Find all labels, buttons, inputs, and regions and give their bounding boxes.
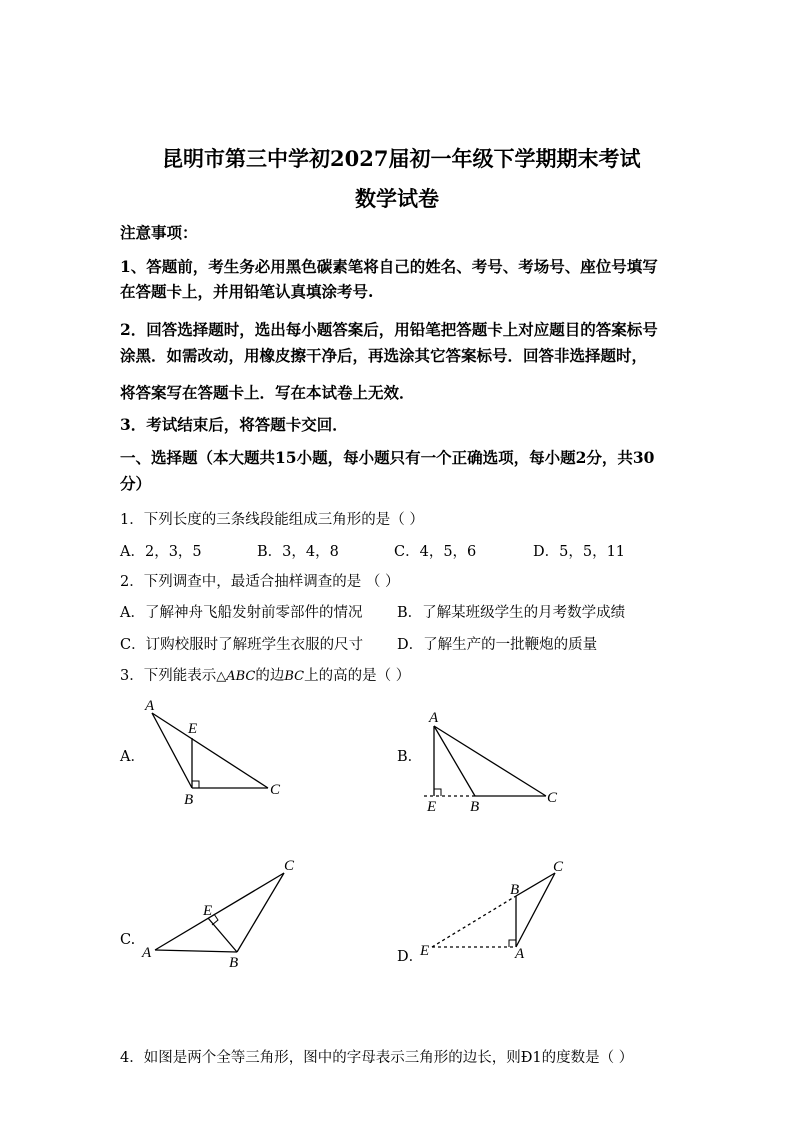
question-1-option-c: C．4，5，6 [394,544,477,560]
page-subtitle: 数学试卷 [355,186,439,211]
figure-a-label-c: C [270,782,281,798]
figure-c-label-c: C [284,858,295,874]
question-3-option-a-label: A． [120,749,145,765]
figure-d-label-a: A [515,946,525,962]
question-1-stem: 1．下列长度的三条线段能组成三角形的是（ ） [120,512,424,528]
page-title: 昆明市第三中学初2027届初一年级下学期期末考试 [162,146,641,171]
section-1-heading-line-1: 一、选择题（本大题共15小题，每小题只有一个正确选项，每小题2分，共30 [120,448,655,467]
figure-a-label-b: B [184,792,194,808]
question-2-stem: 2．下列调查中，最适合抽样调查的是 （ ） [120,574,400,590]
question-1-option-b: B．3，4，8 [257,544,339,560]
notice-item-1-line-1: 1、答题前，考生务必用黑色碳素笔将自己的姓名、考号、考场号、座位号填写 [120,257,658,276]
question-3-triangle: △ABC [216,669,256,684]
notice-heading: 注意事项： [120,223,198,242]
question-3-stem-pre: 3．下列能表示 [120,668,217,684]
figure-c-label-a: A [142,945,152,961]
notice-item-2-line-3: 将答案写在答题卡上．写在本试卷上无效． [120,383,415,402]
question-3-stem-mid: 的边 [255,668,285,684]
question-1-option-a: A．2，3，5 [120,544,202,560]
question-3-option-d-label: D． [397,949,424,965]
figure-c-label-e: E [203,903,213,919]
question-2-option-a: A．了解神舟飞船发射前零部件的情况 [120,605,363,621]
figure-b-label-a: A [429,710,439,726]
question-2-option-b: B．了解某班级学生的月考数学成绩 [397,605,626,621]
question-3-option-c-label: C. [120,932,136,948]
figure-d-extension-line [432,896,516,947]
notice-item-1-line-2: 在答题卡上，并用铅笔认真填涂考号. [120,282,374,301]
question-3-stem-post: 上的高的是（ ） [304,668,411,684]
notice-item-2-line-2: 涂黑．如需改动，用橡皮擦干净后，再选涂其它答案标号．回答非选择题时， [120,346,648,365]
figure-d-label-b: B [510,882,520,898]
figure-b-label-e: E [427,799,437,815]
question-3-option-b-label: B． [397,749,423,765]
notice-item-2-line-1: 2．回答选择题时，选出每小题答案后，用铅笔把答题卡上对应题目的答案标号 [120,320,658,339]
figure-b-label-c: C [547,790,558,806]
question-3-side: BC [284,669,305,684]
section-1-heading-line-2: 分） [120,474,152,493]
question-2-option-c: C．订购校服时了解班学生衣服的尺寸 [120,637,364,653]
figure-a-label-e: E [188,721,198,737]
figure-b-label-b: B [470,799,480,815]
figure-d-label-e: E [420,943,430,959]
question-4-stem: 4．如图是两个全等三角形，图中的字母表示三角形的边长，则Ð1的度数是（ ） [120,1050,634,1066]
notice-item-3: 3．考试结束后，将答题卡交回． [120,415,348,434]
figure-a-label-a: A [145,698,155,714]
question-2-option-d: D．了解生产的一批鞭炮的质量 [397,637,598,653]
question-1-option-d: D．5，5，11 [533,544,626,560]
figure-d-label-c: C [553,859,564,875]
figure-c-label-b: B [229,955,239,971]
